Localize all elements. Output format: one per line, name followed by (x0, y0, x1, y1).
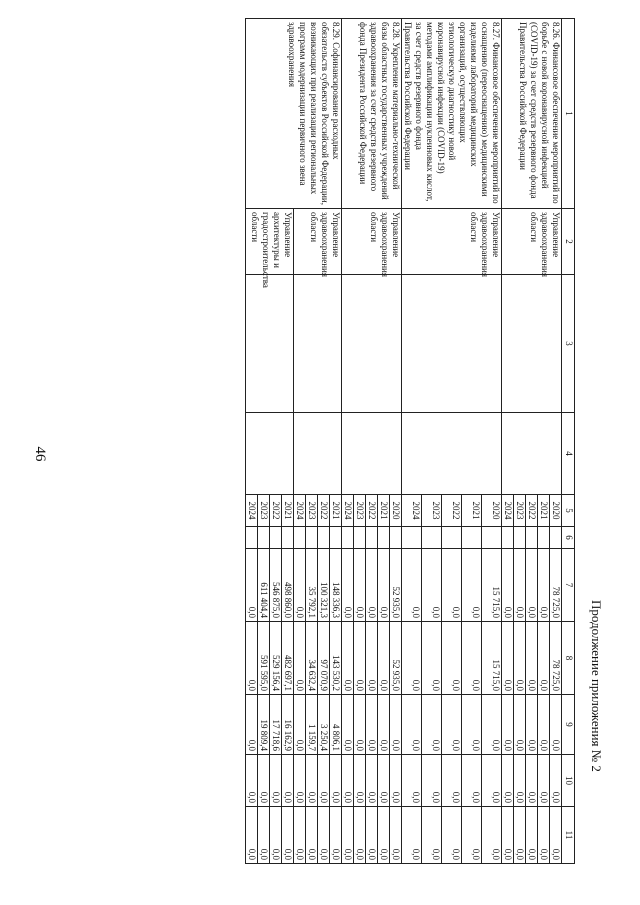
value-cell-col9: 17 718,6 (270, 695, 282, 755)
value-cell-col6 (366, 527, 378, 549)
value-cell-col11: 0,0 (550, 807, 562, 864)
value-cell-col6 (514, 527, 526, 549)
value-cell-col7: 0,0 (442, 549, 462, 622)
value-cell-col11: 0,0 (402, 807, 422, 864)
value-cell-col8: 97 070,9 (318, 622, 330, 695)
value-cell-col6 (442, 527, 462, 549)
value-cell-col7: 148 336,3 (330, 549, 342, 622)
value-cell-col6 (294, 527, 306, 549)
value-cell-col10: 0,0 (550, 755, 562, 807)
value-cell-col6 (318, 527, 330, 549)
column-number: 4 (562, 413, 575, 495)
column-number: 9 (562, 695, 575, 755)
value-cell-col6 (422, 527, 442, 549)
value-cell-col9: 0,0 (550, 695, 562, 755)
value-cell-col7: 0,0 (462, 549, 482, 622)
year-cell: 2021 (538, 495, 550, 527)
value-cell-col7: 0,0 (502, 549, 514, 622)
value-cell-col10: 0,0 (330, 755, 342, 807)
value-cell-col6 (282, 527, 294, 549)
year-cell: 2022 (526, 495, 538, 527)
value-cell-col10: 0,0 (482, 755, 502, 807)
value-cell-col9: 0,0 (246, 695, 258, 755)
value-cell-col8: 34 632,4 (306, 622, 318, 695)
executor-cell: Управление здравоохранения области (294, 209, 342, 275)
value-cell-col10: 0,0 (402, 755, 422, 807)
column-number: 11 (562, 807, 575, 864)
value-cell-col8: 0,0 (462, 622, 482, 695)
year-cell: 2022 (442, 495, 462, 527)
value-cell-col9: 0,0 (482, 695, 502, 755)
value-cell-col7: 611 404,4 (258, 549, 270, 622)
value-cell-col9: 0,0 (462, 695, 482, 755)
value-cell-col7: 0,0 (514, 549, 526, 622)
measure-title: 8.28. Укрепление материально-технической базы областных государственных учреждений здравоохранения за счет средств резервного фонда Президента Российской Федерации (342, 19, 402, 209)
year-cell: 2021 (462, 495, 482, 527)
value-cell-col10: 0,0 (462, 755, 482, 807)
value-cell-col11: 0,0 (246, 807, 258, 864)
value-cell-col6 (378, 527, 390, 549)
value-cell-col7: 35 792,1 (306, 549, 318, 622)
value-cell-col11: 0,0 (318, 807, 330, 864)
value-cell-col11: 0,0 (526, 807, 538, 864)
budget-table (245, 18, 575, 864)
value-cell-col7: 0,0 (402, 549, 422, 622)
value-cell-col8: 52 935,0 (390, 622, 402, 695)
measure-title: 8.27. Финансовое обеспечение мероприятий по оснащению (переоснащению) медицинскими изделиями лабораторий медицинских организаций, осуществляющих этиологическую диагностику новой коронавирусной инфекции (COVID-19) методами амплификации нуклеиновых кислот, за счет средств резервного фонда Правительства Российской Федерации (402, 19, 502, 209)
year-cell: 2024 (502, 495, 514, 527)
value-cell-col9: 3 250,4 (318, 695, 330, 755)
value-cell-col7: 0,0 (294, 549, 306, 622)
table-row (330, 19, 342, 864)
empty-cell-col4 (246, 413, 294, 495)
value-cell-col11: 0,0 (422, 807, 442, 864)
empty-cell-col4 (402, 413, 502, 495)
value-cell-col8: 591 595,0 (258, 622, 270, 695)
value-cell-col10: 0,0 (502, 755, 514, 807)
value-cell-col9: 0,0 (342, 695, 354, 755)
value-cell-col8: 0,0 (526, 622, 538, 695)
column-number: 7 (562, 549, 575, 622)
value-cell-col9: 0,0 (366, 695, 378, 755)
value-cell-col10: 0,0 (390, 755, 402, 807)
empty-cell-col4 (502, 413, 562, 495)
value-cell-col7: 0,0 (366, 549, 378, 622)
executor-cell: Управление здравоохранения области (342, 209, 402, 275)
year-cell: 2022 (270, 495, 282, 527)
empty-cell-col3 (246, 275, 294, 413)
value-cell-col10: 0,0 (342, 755, 354, 807)
empty-cell-col4 (342, 413, 402, 495)
value-cell-col7: 498 860,0 (282, 549, 294, 622)
value-cell-col9: 0,0 (294, 695, 306, 755)
year-cell: 2024 (246, 495, 258, 527)
value-cell-col7: 0,0 (246, 549, 258, 622)
year-cell: 2023 (258, 495, 270, 527)
value-cell-col7: 546 875,0 (270, 549, 282, 622)
value-cell-col10: 0,0 (442, 755, 462, 807)
value-cell-col9: 0,0 (402, 695, 422, 755)
value-cell-col8: 0,0 (442, 622, 462, 695)
value-cell-col8: 0,0 (538, 622, 550, 695)
value-cell-col8: 0,0 (342, 622, 354, 695)
value-cell-col11: 0,0 (330, 807, 342, 864)
year-cell: 2024 (402, 495, 422, 527)
value-cell-col11: 0,0 (442, 807, 462, 864)
value-cell-col8: 78 725,0 (550, 622, 562, 695)
value-cell-col10: 0,0 (538, 755, 550, 807)
value-cell-col10: 0,0 (318, 755, 330, 807)
value-cell-col7: 78 725,0 (550, 549, 562, 622)
value-cell-col8: 0,0 (246, 622, 258, 695)
value-cell-col11: 0,0 (390, 807, 402, 864)
table-row (390, 19, 402, 864)
value-cell-col6 (462, 527, 482, 549)
value-cell-col6 (550, 527, 562, 549)
continuation-note: Продолжение приложения № 2 (589, 600, 604, 772)
value-cell-col8: 0,0 (422, 622, 442, 695)
year-cell: 2020 (390, 495, 402, 527)
value-cell-col11: 0,0 (538, 807, 550, 864)
year-cell: 2023 (354, 495, 366, 527)
value-cell-col6 (342, 527, 354, 549)
column-number: 1 (562, 19, 575, 209)
value-cell-col9: 0,0 (422, 695, 442, 755)
value-cell-col6 (246, 527, 258, 549)
value-cell-col7: 0,0 (422, 549, 442, 622)
year-cell: 2024 (342, 495, 354, 527)
value-cell-col10: 0,0 (246, 755, 258, 807)
executor-cell: Управление архитектуры и градостроительства области (246, 209, 294, 275)
value-cell-col8: 0,0 (402, 622, 422, 695)
value-cell-col8: 0,0 (354, 622, 366, 695)
value-cell-col10: 0,0 (422, 755, 442, 807)
value-cell-col11: 0,0 (294, 807, 306, 864)
value-cell-col9: 1 159,7 (306, 695, 318, 755)
value-cell-col10: 0,0 (354, 755, 366, 807)
empty-cell-col3 (402, 275, 502, 413)
year-cell: 2022 (318, 495, 330, 527)
year-cell: 2021 (330, 495, 342, 527)
value-cell-col6 (270, 527, 282, 549)
column-number-row (562, 19, 575, 864)
empty-cell-col4 (294, 413, 342, 495)
value-cell-col7: 0,0 (538, 549, 550, 622)
value-cell-col11: 0,0 (482, 807, 502, 864)
value-cell-col11: 0,0 (378, 807, 390, 864)
year-cell: 2020 (482, 495, 502, 527)
value-cell-col7: 0,0 (342, 549, 354, 622)
value-cell-col6 (502, 527, 514, 549)
value-cell-col9: 0,0 (526, 695, 538, 755)
year-cell: 2024 (294, 495, 306, 527)
value-cell-col7: 0,0 (378, 549, 390, 622)
column-number: 5 (562, 495, 575, 527)
value-cell-col11: 0,0 (514, 807, 526, 864)
value-cell-col6 (330, 527, 342, 549)
value-cell-col8: 15 715,0 (482, 622, 502, 695)
value-cell-col11: 0,0 (342, 807, 354, 864)
value-cell-col8: 0,0 (514, 622, 526, 695)
value-cell-col11: 0,0 (462, 807, 482, 864)
value-cell-col8: 0,0 (294, 622, 306, 695)
value-cell-col6 (526, 527, 538, 549)
value-cell-col10: 0,0 (282, 755, 294, 807)
value-cell-col11: 0,0 (282, 807, 294, 864)
table-row (482, 19, 502, 864)
value-cell-col6 (538, 527, 550, 549)
year-cell: 2022 (366, 495, 378, 527)
value-cell-col10: 0,0 (526, 755, 538, 807)
value-cell-col9: 19 809,4 (258, 695, 270, 755)
value-cell-col9: 0,0 (502, 695, 514, 755)
value-cell-col11: 0,0 (354, 807, 366, 864)
value-cell-col6 (258, 527, 270, 549)
table-row (550, 19, 562, 864)
year-cell: 2021 (378, 495, 390, 527)
measure-title: 8.29. Софинансирование расходных обязательств субъектов Российской Федерации, возникающих при реализации региональных программ модернизации первичного звена здравоохранения (246, 19, 342, 209)
value-cell-col9: 0,0 (514, 695, 526, 755)
value-cell-col6 (482, 527, 502, 549)
value-cell-col10: 0,0 (294, 755, 306, 807)
value-cell-col9: 0,0 (354, 695, 366, 755)
value-cell-col7: 15 715,0 (482, 549, 502, 622)
value-cell-col8: 0,0 (366, 622, 378, 695)
value-cell-col10: 0,0 (514, 755, 526, 807)
value-cell-col11: 0,0 (270, 807, 282, 864)
value-cell-col9: 16 162,9 (282, 695, 294, 755)
column-number: 2 (562, 209, 575, 275)
year-cell: 2023 (306, 495, 318, 527)
executor-cell: Управление здравоохранения области (502, 209, 562, 275)
value-cell-col10: 0,0 (306, 755, 318, 807)
empty-cell-col3 (502, 275, 562, 413)
executor-cell: Управление здравоохранения области (402, 209, 502, 275)
value-cell-col9: 0,0 (390, 695, 402, 755)
page-number: 46 (32, 446, 48, 462)
value-cell-col7: 52 935,0 (390, 549, 402, 622)
value-cell-col10: 0,0 (366, 755, 378, 807)
value-cell-col6 (306, 527, 318, 549)
year-cell: 2023 (514, 495, 526, 527)
year-cell: 2021 (282, 495, 294, 527)
empty-cell-col3 (294, 275, 342, 413)
value-cell-col7: 0,0 (354, 549, 366, 622)
value-cell-col9: 0,0 (442, 695, 462, 755)
table-body (246, 19, 562, 864)
value-cell-col6 (402, 527, 422, 549)
value-cell-col8: 0,0 (502, 622, 514, 695)
year-cell: 2023 (422, 495, 442, 527)
value-cell-col8: 529 156,4 (270, 622, 282, 695)
value-cell-col10: 0,0 (378, 755, 390, 807)
measure-title: 8.26. Финансовое обеспечение мероприятий по борьбе с новой коронавирусной инфекцией (COVID-19) за счет средств резервного фонда Правительства Российской Федерации (502, 19, 562, 209)
column-number: 8 (562, 622, 575, 695)
empty-cell-col3 (342, 275, 402, 413)
value-cell-col6 (354, 527, 366, 549)
value-cell-col11: 0,0 (306, 807, 318, 864)
value-cell-col10: 0,0 (270, 755, 282, 807)
value-cell-col8: 143 530,2 (330, 622, 342, 695)
column-number: 3 (562, 275, 575, 413)
value-cell-col9: 4 806,1 (330, 695, 342, 755)
value-cell-col9: 0,0 (378, 695, 390, 755)
value-cell-col9: 0,0 (538, 695, 550, 755)
column-number: 6 (562, 527, 575, 549)
value-cell-col11: 0,0 (258, 807, 270, 864)
value-cell-col7: 100 321,3 (318, 549, 330, 622)
value-cell-col11: 0,0 (366, 807, 378, 864)
value-cell-col8: 482 697,1 (282, 622, 294, 695)
value-cell-col7: 0,0 (526, 549, 538, 622)
value-cell-col11: 0,0 (502, 807, 514, 864)
column-number: 10 (562, 755, 575, 807)
value-cell-col6 (390, 527, 402, 549)
year-cell: 2020 (550, 495, 562, 527)
value-cell-col10: 0,0 (258, 755, 270, 807)
value-cell-col8: 0,0 (378, 622, 390, 695)
